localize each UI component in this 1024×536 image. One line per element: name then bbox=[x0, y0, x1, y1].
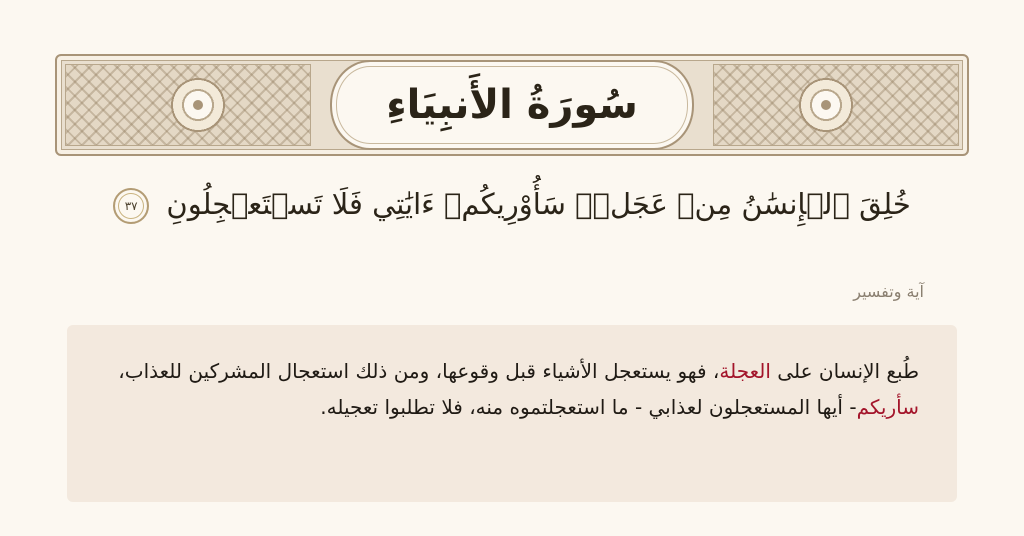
surah-header-banner bbox=[55, 54, 969, 156]
tafsir-highlight: سأريكم bbox=[856, 395, 919, 419]
ornament-left bbox=[65, 64, 311, 146]
ayah-number-marker: ٣٧ bbox=[113, 188, 149, 224]
tafsir-highlight: العجلة bbox=[719, 359, 771, 383]
tafsir-section-label: آية وتفسير bbox=[853, 282, 924, 301]
ayah-text-line bbox=[0, 180, 1024, 228]
tafsir-text: ، فهو يستعجل الأشياء قبل وقوعها، ومن ذلك استعجال المشركين للعذاب، bbox=[118, 359, 720, 383]
ornament-right bbox=[713, 64, 959, 146]
ayah-text: خُلِقَ ٱلۡإِنسَٰنُ مِنۡ عَجَلٖۚ سَأُوْرِيكُمۡ ءَايَٰتِي فَلَا تَسۡتَعۡجِلُونِ bbox=[166, 187, 911, 221]
tafsir-text: طُبع الإنسان على bbox=[770, 359, 919, 383]
surah-title: سُورَةُ الأَنبِيَاءِ bbox=[386, 82, 638, 128]
surah-title-cartouche bbox=[330, 60, 694, 150]
rosette-icon bbox=[170, 77, 226, 133]
rosette-icon bbox=[798, 77, 854, 133]
tafsir-box bbox=[67, 325, 957, 502]
tafsir-text: - أيها المستعجلون لعذابي - ما استعجلتموه منه، فلا تطلبوا تعجيله. bbox=[320, 395, 857, 419]
